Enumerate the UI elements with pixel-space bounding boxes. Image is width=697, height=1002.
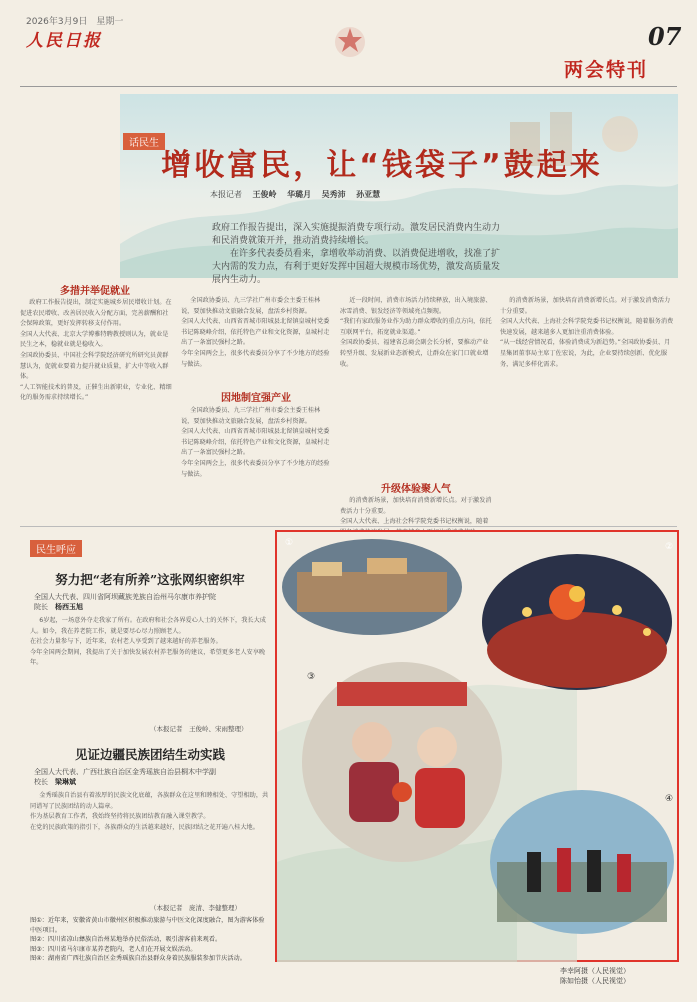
byline-label: 本报记者: [210, 190, 242, 199]
photo-collage-panel[interactable]: [275, 530, 679, 962]
story1-body: 6岁起，一场意外夺走我家了所有。在政府和社会各界爱心人士的关怀下，我长大成人。如今，我在养老院工作，就是要尽心尽力照顾老人。 在社会力量参与下，近年来，农村老人享受到了越来越好的养老服务。 今年全国两会期间，我提出了关于加快发展农村养老服务的建议，希望更多老人安享晚年。: [30, 617, 266, 667]
article-column-3b: 的消费新场景，加快培育消费新增长点。对于激发消费活力十分重要。 全国人大代表、上海社会科学院党委书记权衡说，随着: [340, 497, 492, 526]
photo-credit: 陈如怡摄（人民视觉）: [560, 977, 630, 985]
story2-title: 见证边疆民族团结生动实践: [74, 747, 225, 762]
photo-credits: [560, 966, 630, 986]
photo-collage: [277, 532, 677, 960]
reporter-name: 华璐月: [287, 190, 312, 199]
article-column-1: 政府工作报告提出，制定实施城乡居民增收计划。在促进农民增收、改善居民收入分配方面，完善薪酬和社会保障政策，更好发挥转移支付作用。 全国人大代表、北京大学博雅特聘教授则认为，就业是民生之本，稳就业就是稳收入。 全国政协委员、中国社会科学院经济研究所研究员黄群慧认为，促就业要着力提升就业质量，扩大中等收入群体。 “人工智能技术的普及，正催生出新职业，专业化、精细化的服务需求持续增长。”: [20, 299, 172, 402]
photo-label: ①: [285, 538, 294, 548]
photo-traditional-dancers: [490, 790, 674, 934]
story1-author-title: 院长: [34, 603, 48, 611]
caption-item: 图④：湖南省广西壮族自治区金秀瑶族自治县群众身着民族服装参加节庆活动。: [30, 955, 246, 962]
photo-elderly-crafting: [302, 662, 502, 862]
article-column-2a: 全国政协委员、九三学社广州市委会主委王桂林说，要加快推动文旅融合发展，盘活乡村资源。 全国人大代表、山西省晋城市阳城县北留镇皇城村党委书记陈晓峰介绍，依托特色产业和文化资源，皇城村走出了一条富民强村之路。 今年全国两会上，很多代表委员分享了不少地方的经验与做法。: [181, 297, 330, 368]
photo-label: ②: [665, 542, 674, 552]
reporter-name: 孙亚慧: [356, 190, 381, 199]
subhead-industry: 因地制宜强产业: [221, 393, 291, 404]
subhead-experience: 升级体验聚人气: [381, 484, 451, 495]
header-rule: [20, 86, 677, 87]
section-title: 两会特刊: [564, 59, 649, 81]
subhead-employment: 多措并举促就业: [60, 286, 130, 297]
sidebar-section-tag: 民生呼应: [30, 540, 82, 557]
story1-author: [34, 592, 270, 612]
byline: [210, 189, 388, 200]
section-divider: [20, 526, 677, 527]
section-tag: 话民生: [123, 133, 165, 150]
caption-item: 图②：四川省凉山彝族自治州某地举办民俗活动，吸引游客前来观看。: [30, 936, 222, 943]
story2-author: [34, 767, 270, 787]
national-emblem-icon: [330, 22, 370, 62]
story1-title: 努力把“老有所养”这张网织密织牢: [55, 572, 245, 587]
story2-author-affiliation: 全国人大代表、广西壮族自治区金秀瑶族自治县桐木中学副: [34, 768, 216, 776]
story2-credit: （本报记者 庞清、李健整理）: [150, 904, 241, 912]
article-lead: 政府工作报告提出，深入实施提振消费专项行动。激发居民消费内生动力和民消费就策开并，推动消费持续增长。 在许多代表委员看来，拿增收举动消费、以消费促进增收，找准了扩大内需的发力点，有利于更好发挥中国超大规模市场优势，激发高质量发展内生动力。: [212, 223, 501, 285]
photo-festival-crowd: [482, 554, 672, 690]
main-headline: 增收富民，让“钱袋子”鼓起来: [161, 148, 603, 183]
photo-label: ③: [307, 672, 316, 682]
photo-credit: 李幸阿摄（人民视觉）: [560, 967, 630, 975]
story2-body: 金秀瑶族自治县有着浓厚的民族文化底蕴，各族群众在这里和睦相处、守望相助，共同谱写了民族团结的动人篇章。 作为基层教育工作者，我始终坚持将民族团结教育融入课堂教学。 在党的民族政策的指引下，各族群众的生活越来越好，民族团结之花开遍八桂大地。: [30, 792, 269, 831]
page-number: 07: [648, 22, 682, 51]
reporter-name: 吴秀沛: [321, 190, 346, 199]
story2-author-title: 校长: [34, 778, 48, 786]
article-column-4: 的消费新场景，加快培育消费新增长点。对于激发消费活力十分重要。 全国人大代表、上海社会科学院党委书记权衡说，随着服务消费快速发展，越来越多人更加注重消费体验。 “从一线经营情况看，体验消费成为新趋势。”全国政协委员、月星集团董事局主席丁佐宏说，为此，企业要持续创新、优化服务，满足多样化需求。: [500, 297, 674, 368]
photo-street-stalls: [282, 539, 462, 635]
issue-date: 2026年3月9日 星期一: [26, 17, 124, 27]
article-column-3: 近一段时间，消费市场活力持续释放，出入境旅游、冰雪消费、银发经济等领域亮点频现。 “我们有家政服务业作为助力群众增收的重点方向，依托互联网平台，拓宽就业渠道。” 全国政协委员、福建省总商会副会长分析，要推动产业转型升级、发展新业态新模式，让群众在家门口就业增收。: [340, 297, 492, 368]
caption-item: 图①：近年来，安徽省黄山市徽州区积极推动旅游与中医文化深度融合，图为游客体验中医项目。: [30, 917, 265, 934]
caption-item: 图③：四川省马尔康市某养老院内，老人们在开展文娱活动。: [30, 945, 197, 953]
photo-captions: [30, 916, 270, 964]
article-column-2b: 全国政协委员、九三学社广州市委会主委王桂林说，要加快推动文旅融合发展，盘活乡村资源。 全国人大代表、山西省晋城市阳城县北留镇皇城村党委书记陈晓峰介绍，依托特色产业和文化资源，皇城村走出了一条富民强村之路。 今年全国两会上，很多代表委员分享了不少地方的经验与做法。: [181, 407, 330, 478]
photo-label: ④: [665, 794, 674, 804]
newspaper-logo: 人民日报: [26, 31, 102, 51]
story1-author-name: 杨西玉旭: [55, 603, 83, 611]
story1-credit: （本报记者 王俊岭、宋雨整理）: [150, 725, 248, 733]
story2-author-name: 梁琳斌: [55, 778, 76, 786]
story1-author-affiliation: 全国人大代表、四川省阿坝藏族羌族自治州马尔康市养护院: [34, 593, 216, 601]
reporter-name: 王俊岭: [252, 190, 277, 199]
